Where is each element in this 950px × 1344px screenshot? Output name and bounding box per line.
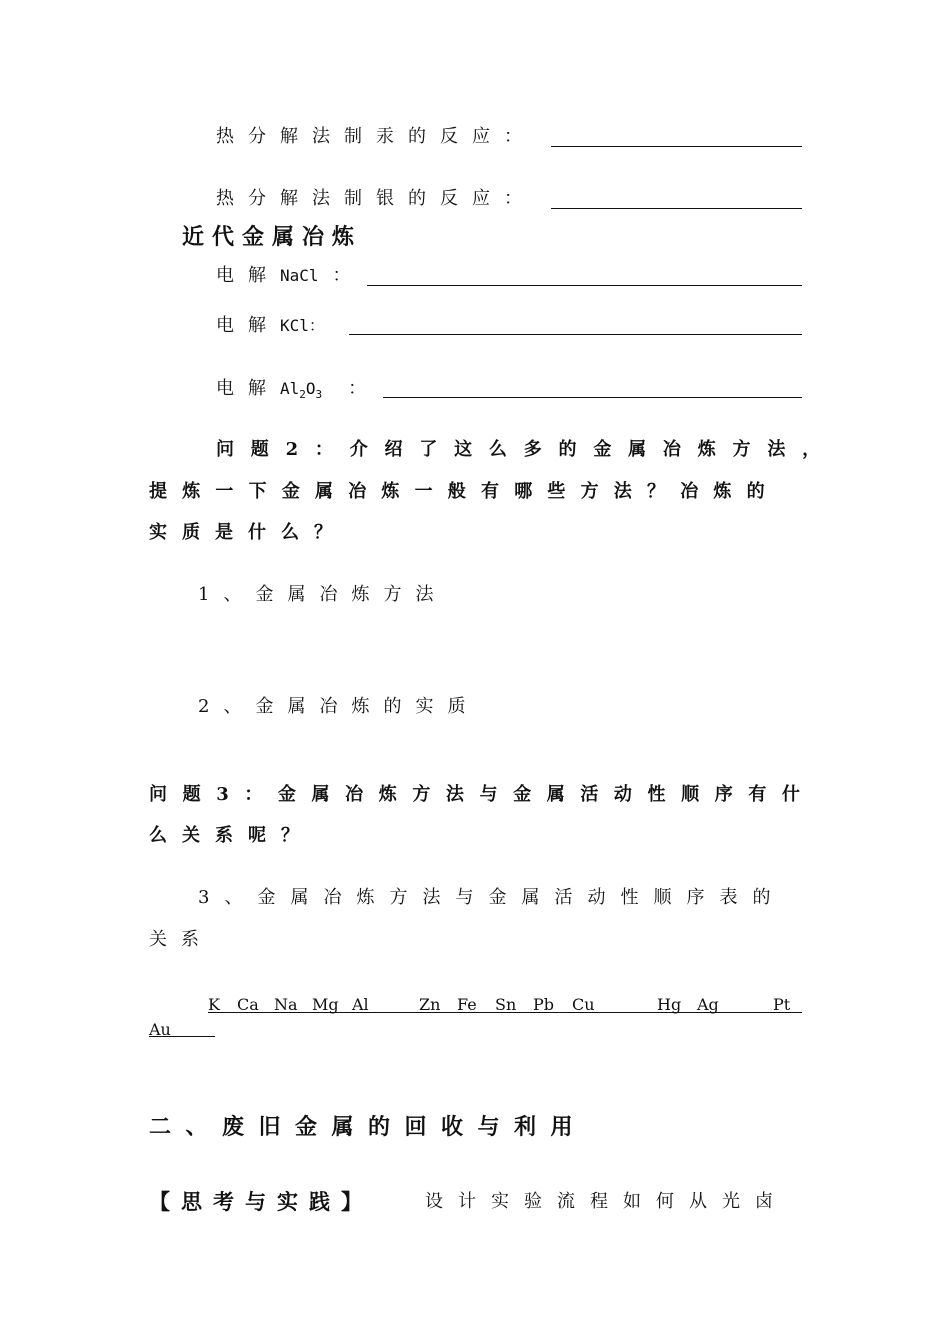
- metal-symbol: Fe: [457, 995, 477, 1014]
- ag-reaction-label: 热分解法制银的反应：: [216, 188, 536, 209]
- hg-reaction-label: 热分解法制汞的反应：: [216, 126, 536, 147]
- metal-symbol: Ca: [237, 995, 259, 1014]
- metal-series-underline-1: [208, 1012, 802, 1013]
- item1-metallurgy-methods: 1、金属冶炼方法: [198, 584, 448, 605]
- al2o3-formula: $Al_2O_3$: [280, 379, 323, 402]
- practice-text: 设计实验流程如何从光卤: [425, 1191, 788, 1212]
- metal-symbol: Mg: [312, 995, 339, 1014]
- question3-line1: 问题3：金属冶炼方法与金属活动性顺序有什: [149, 784, 816, 805]
- al2o3-prefix: 电解: [216, 378, 280, 399]
- metal-symbol: Hg: [657, 995, 682, 1014]
- modern-metallurgy-heading: 近代金属冶炼: [182, 224, 363, 250]
- kcl-prefix: 电解: [216, 315, 280, 336]
- nacl-colon: ：: [332, 265, 365, 286]
- metal-symbol: Cu: [572, 995, 595, 1014]
- al2o3-answer-line[interactable]: [383, 397, 802, 398]
- question2-line1: 问题2：介绍了这么多的金属冶炼方法，: [216, 439, 837, 460]
- metal-series-underline-2: [149, 1036, 215, 1037]
- metal-symbol: Au: [149, 1020, 171, 1039]
- nacl-formula: NaCl: [280, 266, 319, 285]
- metal-symbol: Pb: [533, 995, 555, 1014]
- question3-line2: 么关系呢？: [149, 825, 314, 846]
- question2-line3: 实质是什么？: [149, 522, 347, 543]
- hg-answer-line[interactable]: [551, 146, 802, 147]
- al2o3-electrolysis-label: [216, 380, 380, 400]
- kcl-formula: KCl：: [280, 316, 325, 335]
- metal-symbol: Ag: [697, 995, 719, 1014]
- item2-metallurgy-essence: 2、金属冶炼的实质: [198, 696, 480, 717]
- nacl-answer-line[interactable]: [367, 285, 802, 286]
- practice-label: 【思考与实践】: [149, 1189, 373, 1214]
- al2o3-colon: ：: [348, 378, 381, 399]
- metal-symbol: Na: [274, 995, 298, 1014]
- metal-symbol: Al: [352, 995, 369, 1014]
- nacl-electrolysis-label: [216, 267, 365, 285]
- item3-line1: 3、金属冶炼方法与金属活动性顺序表的: [198, 887, 786, 908]
- item3-line2: 关系: [149, 929, 213, 950]
- metal-symbol: Sn: [495, 995, 517, 1014]
- kcl-answer-line[interactable]: [349, 334, 802, 335]
- ag-answer-line[interactable]: [551, 208, 802, 209]
- question2-line2: 提炼一下金属冶炼一般有哪些方法？冶炼的: [149, 481, 780, 502]
- metal-symbol: Pt: [773, 995, 791, 1014]
- metal-symbol: Zn: [419, 995, 441, 1014]
- kcl-electrolysis-label: [216, 317, 325, 335]
- nacl-prefix: 电解: [216, 265, 280, 286]
- section2-heading: 二、废旧金属的回收与利用: [149, 1114, 588, 1140]
- metal-symbol: K: [208, 995, 220, 1014]
